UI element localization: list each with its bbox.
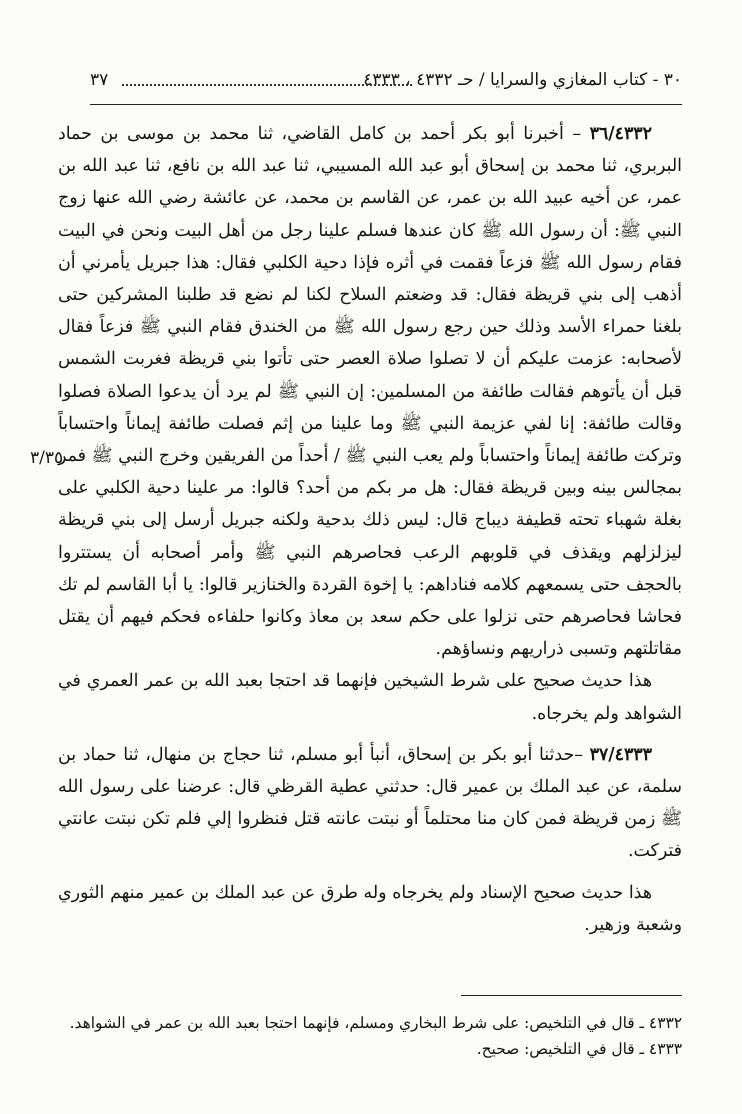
header-dot-leader (122, 84, 412, 86)
hadith-4333-number: ٣٧/٤٣٣٣ (589, 744, 652, 765)
header-title: ٣٠ - كتاب المغازي والسرايا / حـ ٤٣٣٢ ، ٤٣٣٣ (363, 70, 682, 90)
footnote-4333: ٤٣٣٣ ـ قال في التلخيص: صحيح. (476, 1040, 682, 1058)
hadith-4332-grading: هذا حديث صحيح على شرط الشيخين فإنهما قد احتجا بعبد الله بن عمر العمري في الشواهد ولم يخرجاه. (58, 671, 682, 724)
hadith-4333-text: –حدثنا أبو بكر بن إسحاق، أنبأ أبو مسلم، ثنا حجاج بن منهال، ثنا حماد بن سلمة، عن عبد الملك بن عمير قال: حدثني عطية القرظي قال: عرضنا على رسول الله ﷺ زمن قريظة فمن كان منا محتلماً أو نبتت عانته قتل فنظروا إلي فلم تكن نبتت عانتي فتركت. (58, 744, 682, 862)
hadith-4333-grading: هذا حديث صحيح الإسناد ولم يخرجاه وله طرق عن عبد الملك بن عمير منهم الثوري وشعبة وزهير. (58, 882, 682, 935)
running-header (90, 62, 682, 105)
footnote-divider (461, 995, 682, 996)
hadith-4332-paragraph (58, 118, 682, 665)
hadith-4333-paragraph (58, 739, 682, 868)
hadith-4332-text: – أخبرنا أبو بكر أحمد بن كامل القاضي، ثنا محمد بن موسى بن حماد البربري، ثنا محمد بن إسحاق أبو عبد الله المسيبي، ثنا عبد الله بن نافع، ثنا عبد الله بن عمر، عن أخيه عبيد الله بن عمر، عن القاسم بن محمد، عن عائشة رضي الله عنها زوج النبي ﷺ: أن رسول الله ﷺ كان عندها فسلم علينا رجل من أهل البيت ونحن في البيت فقام رسول الله ﷺ فزعاً فقمت في أثره فإذا دحية الكلبي فقال: هذا جبريل يأمرني أن أذهب إلى بني قريظة فقال: قد وضعتم السلاح لكنا لم نضع قد طلبنا المشركين حتى بلغنا حمراء الأسد وذلك حين رجع رسول الله ﷺ من الخندق فقام النبي ﷺ فزعاً فقال لأصحابه: عزمت عليكم أن لا تصلوا صلاة العصر حتى تأتوا بني قريظة فغربت الشمس قبل أن يأتوهم فقالت طائفة من المسلمين: إن النبي ﷺ لم يرد أن يدعوا الصلاة فصلوا وقالت طائفة: إنا لفي عزيمة النبي ﷺ وما علينا من إثم فصلت طائفة إيماناً واحتساباً وتركت طائفة إيماناً واحتساباً ولم يعب النبي ﷺ / أحداً من الفريقين وخرج النبي ﷺ فمر بمجالس بينه وبين قريظة فقال: هل مر بكم من أحد؟ قالوا: مر علينا دحية الكلبي على بغلة شهباء تحته قطيفة ديباج قال: ليس ذلك بدحية ولكنه جبريل أرسل إلى بني قريظة ليزلزلهم ويقذف في قلوبهم الرعب فحاصرهم النبي ﷺ وأمر أصحابه أن يستتروا بالحجف حتى يسمعهم كلامه فناداهم: يا إخوة القردة والخنازير قالوا: يا أبا القاسم لم تك فحاشا فحاصرهم حتى نزلوا على حكم سعد بن معاذ وكانوا حلفاءه فحكم فيهم أن يقتل مقاتلتهم وتسبى ذراريهم ونساؤهم. (58, 124, 682, 660)
footnote-4332: ٤٣٣٢ ـ قال في التلخيص: على شرط البخاري ومسلم، فإنهما احتجا بعبد الله بن عمر في الشواهد. (69, 1014, 682, 1032)
footnotes (58, 1010, 682, 1062)
hadith-4332-number: ٣٦/٤٣٣٢ (589, 124, 652, 144)
page-number: ٣٧ (90, 70, 109, 90)
main-text (58, 118, 682, 941)
margin-reference: ٣/٣٥ (30, 448, 64, 468)
